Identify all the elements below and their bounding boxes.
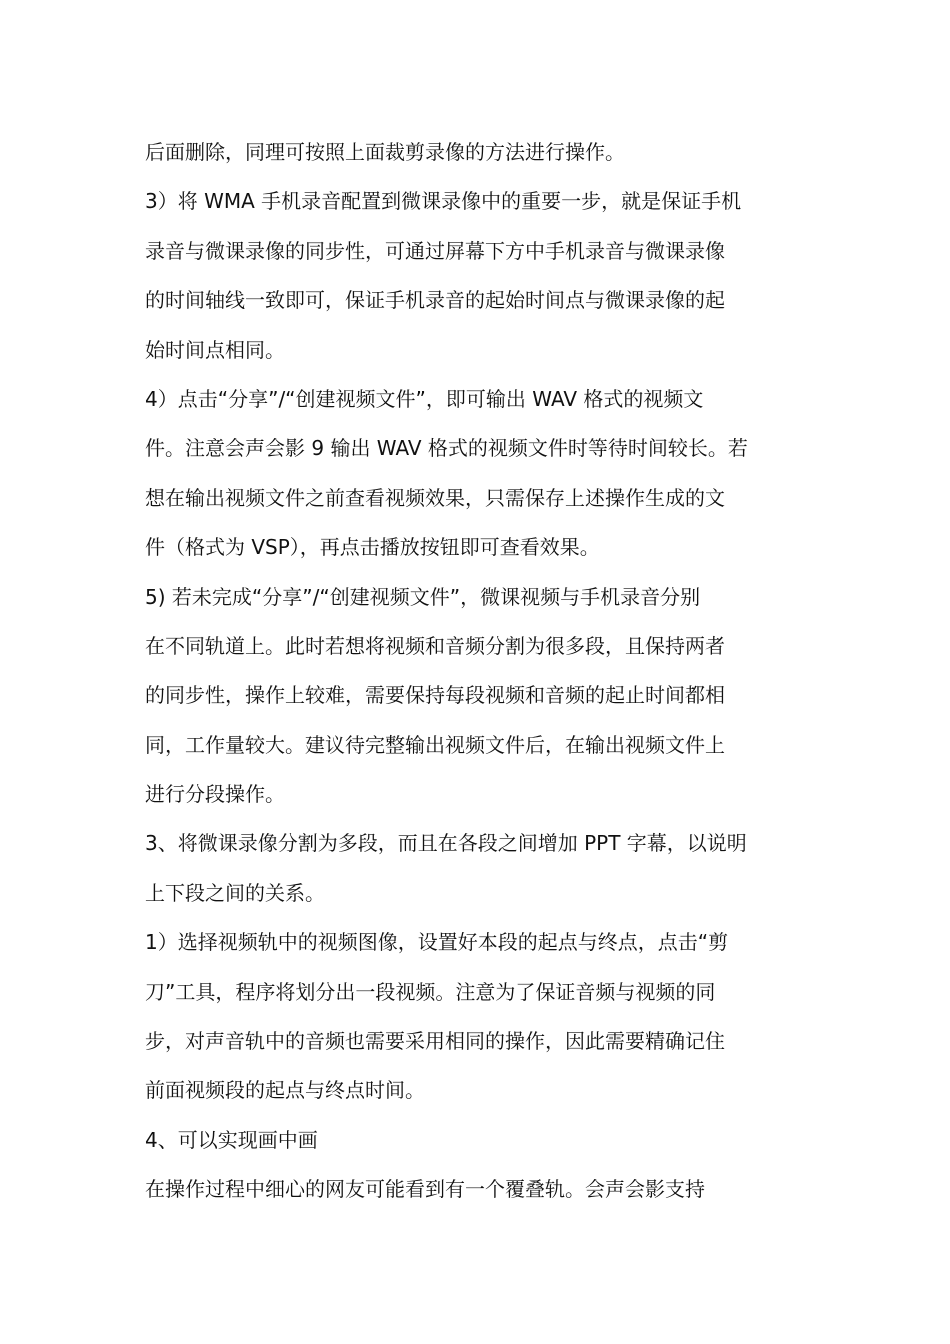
text-line: 5) 若未完成“分享”/“创建视频文件”，微课视频与手机录音分别 (145, 584, 701, 609)
text-line: 件。注意会声会影 9 输出 WAV 格式的视频文件时等待时间较长。若 (145, 436, 748, 461)
text-line: 刀”工具，程序将划分出一段视频。注意为了保证音频与视频的同 (145, 979, 716, 1004)
text-line: 的同步性，操作上较难，需要保持每段视频和音频的起止时间都相 (145, 683, 725, 708)
text-line: 3）将 WMA 手机录音配置到微课录像中的重要一步，就是保证手机 (145, 189, 742, 214)
text-line: 想在输出视频文件之前查看视频效果，只需保存上述操作生成的文 (145, 485, 725, 510)
document-body (145, 128, 810, 1215)
text-line: 同，工作量较大。建议待完整输出视频文件后，在输出视频文件上 (145, 732, 725, 757)
text-line: 前面视频段的起点与终点时间。 (145, 1078, 425, 1103)
text-line: 步，对声音轨中的音频也需要采用相同的操作，因此需要精确记住 (145, 1029, 725, 1054)
text-line: 录音与微课录像的同步性，可通过屏幕下方中手机录音与微课录像 (145, 238, 725, 263)
text-line: 的时间轴线一致即可，保证手机录音的起始时间点与微课录像的起 (145, 288, 725, 313)
text-line: 始时间点相同。 (145, 337, 285, 362)
text-line: 1）选择视频轨中的视频图像，设置好本段的起点与终点，点击“剪 (145, 930, 729, 955)
text-line: 件（格式为 VSP），再点击播放按钮即可查看效果。 (145, 535, 600, 560)
text-line: 后面删除，同理可按照上面裁剪录像的方法进行操作。 (145, 140, 625, 164)
text-line: 4）点击“分享”/“创建视频文件”，即可输出 WAV 格式的视频文 (145, 386, 704, 411)
text-line: 4、可以实现画中画 (145, 1127, 318, 1152)
text-line: 3、将微课录像分割为多段，而且在各段之间增加 PPT 字幕，以说明 (145, 831, 747, 856)
text-line: 进行分段操作。 (145, 782, 285, 807)
text-line: 在不同轨道上。此时若想将视频和音频分割为很多段，且保持两者 (145, 633, 725, 658)
text-line: 在操作过程中细心的网友可能看到有一个覆叠轨。会声会影支持 (145, 1177, 705, 1202)
text-line: 上下段之间的关系。 (145, 880, 325, 905)
